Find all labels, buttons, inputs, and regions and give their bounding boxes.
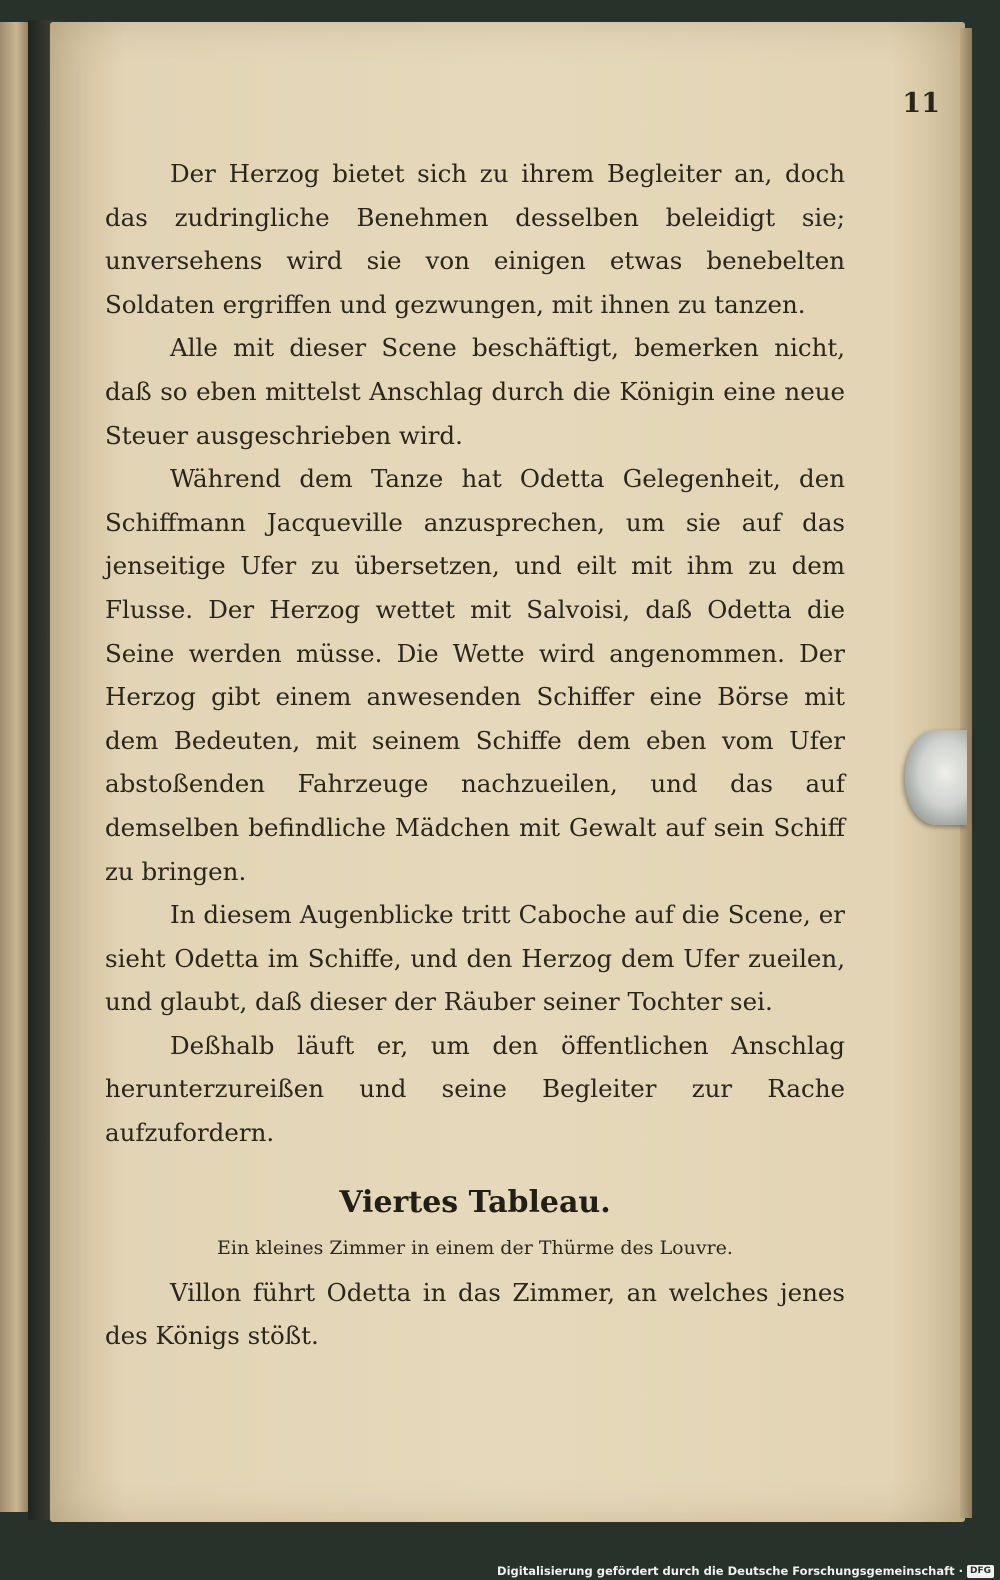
footer-text: Digitalisierung gefördert durch die Deutsche Forschungsgemeinschaft	[497, 1564, 955, 1578]
left-page-edge	[0, 22, 30, 1512]
section-subheading: Ein kleines Zimmer in einem der Thürme des Louvre.	[217, 1236, 733, 1259]
paragraph-2: Alle mit dieser Scene beschäftigt, bemerken nicht, daß so eben mittelst Anschlag durch die Königin eine neue Steuer ausgeschrieben wird.	[105, 333, 845, 450]
section-paragraph: Villon führt Odetta in das Zimmer, an welches jenes des Königs stößt.	[105, 1277, 845, 1351]
page-number: 11	[902, 88, 940, 119]
page-clip	[905, 730, 967, 825]
paragraph-3: Während dem Tanze hat Odetta Gelegenheit, den Schiffmann Jacqueville anzusprechen, um sie auf das jenseitige Ufer zu übersetzen, und eilt mit ihm zu dem Flusse. Der Herzog wettet mit Salvoisi, daß Odetta die Seine werden müsse. Die Wette wird angenommen. Der Herzog gibt einem anwesenden Schiffer eine Börse mit dem Bedeuten, mit seinem Schiffe dem eben vom Ufer abstoßenden Fahrzeuge nachzueilen, und das auf demselben befindliche Mädchen mit Gewalt auf sein Schiff zu bringen.	[105, 464, 845, 886]
digitization-footer: Digitalisierung gefördert durch die Deutsche Forschungsgemeinschaft · DFG	[497, 1564, 994, 1578]
paragraph-1: Der Herzog bietet sich zu ihrem Begleiter an, doch das zudringliche Benehmen desselben beleidigt sie; unversehens wird sie von einigen etwas benebelten Soldaten ergriffen und gezwungen, mit ihnen zu tanzen.	[105, 159, 845, 319]
paragraph-5: Deßhalb läuft er, um den öffentlichen Anschlag herunterzureißen und seine Begleiter zur Rache aufzufordern.	[105, 1030, 845, 1148]
paragraph-4: In diesem Augenblicke tritt Caboche auf die Scene, er sieht Odetta im Schiffe, und den Herzog dem Ufer zueilen, und glaubt, daß dieser der Räuber seiner Tochter sei.	[105, 900, 845, 1017]
section-heading: Viertes Tableau.	[339, 1184, 611, 1220]
page-text	[105, 152, 845, 1358]
dfg-logo-icon: DFG	[967, 1565, 994, 1578]
